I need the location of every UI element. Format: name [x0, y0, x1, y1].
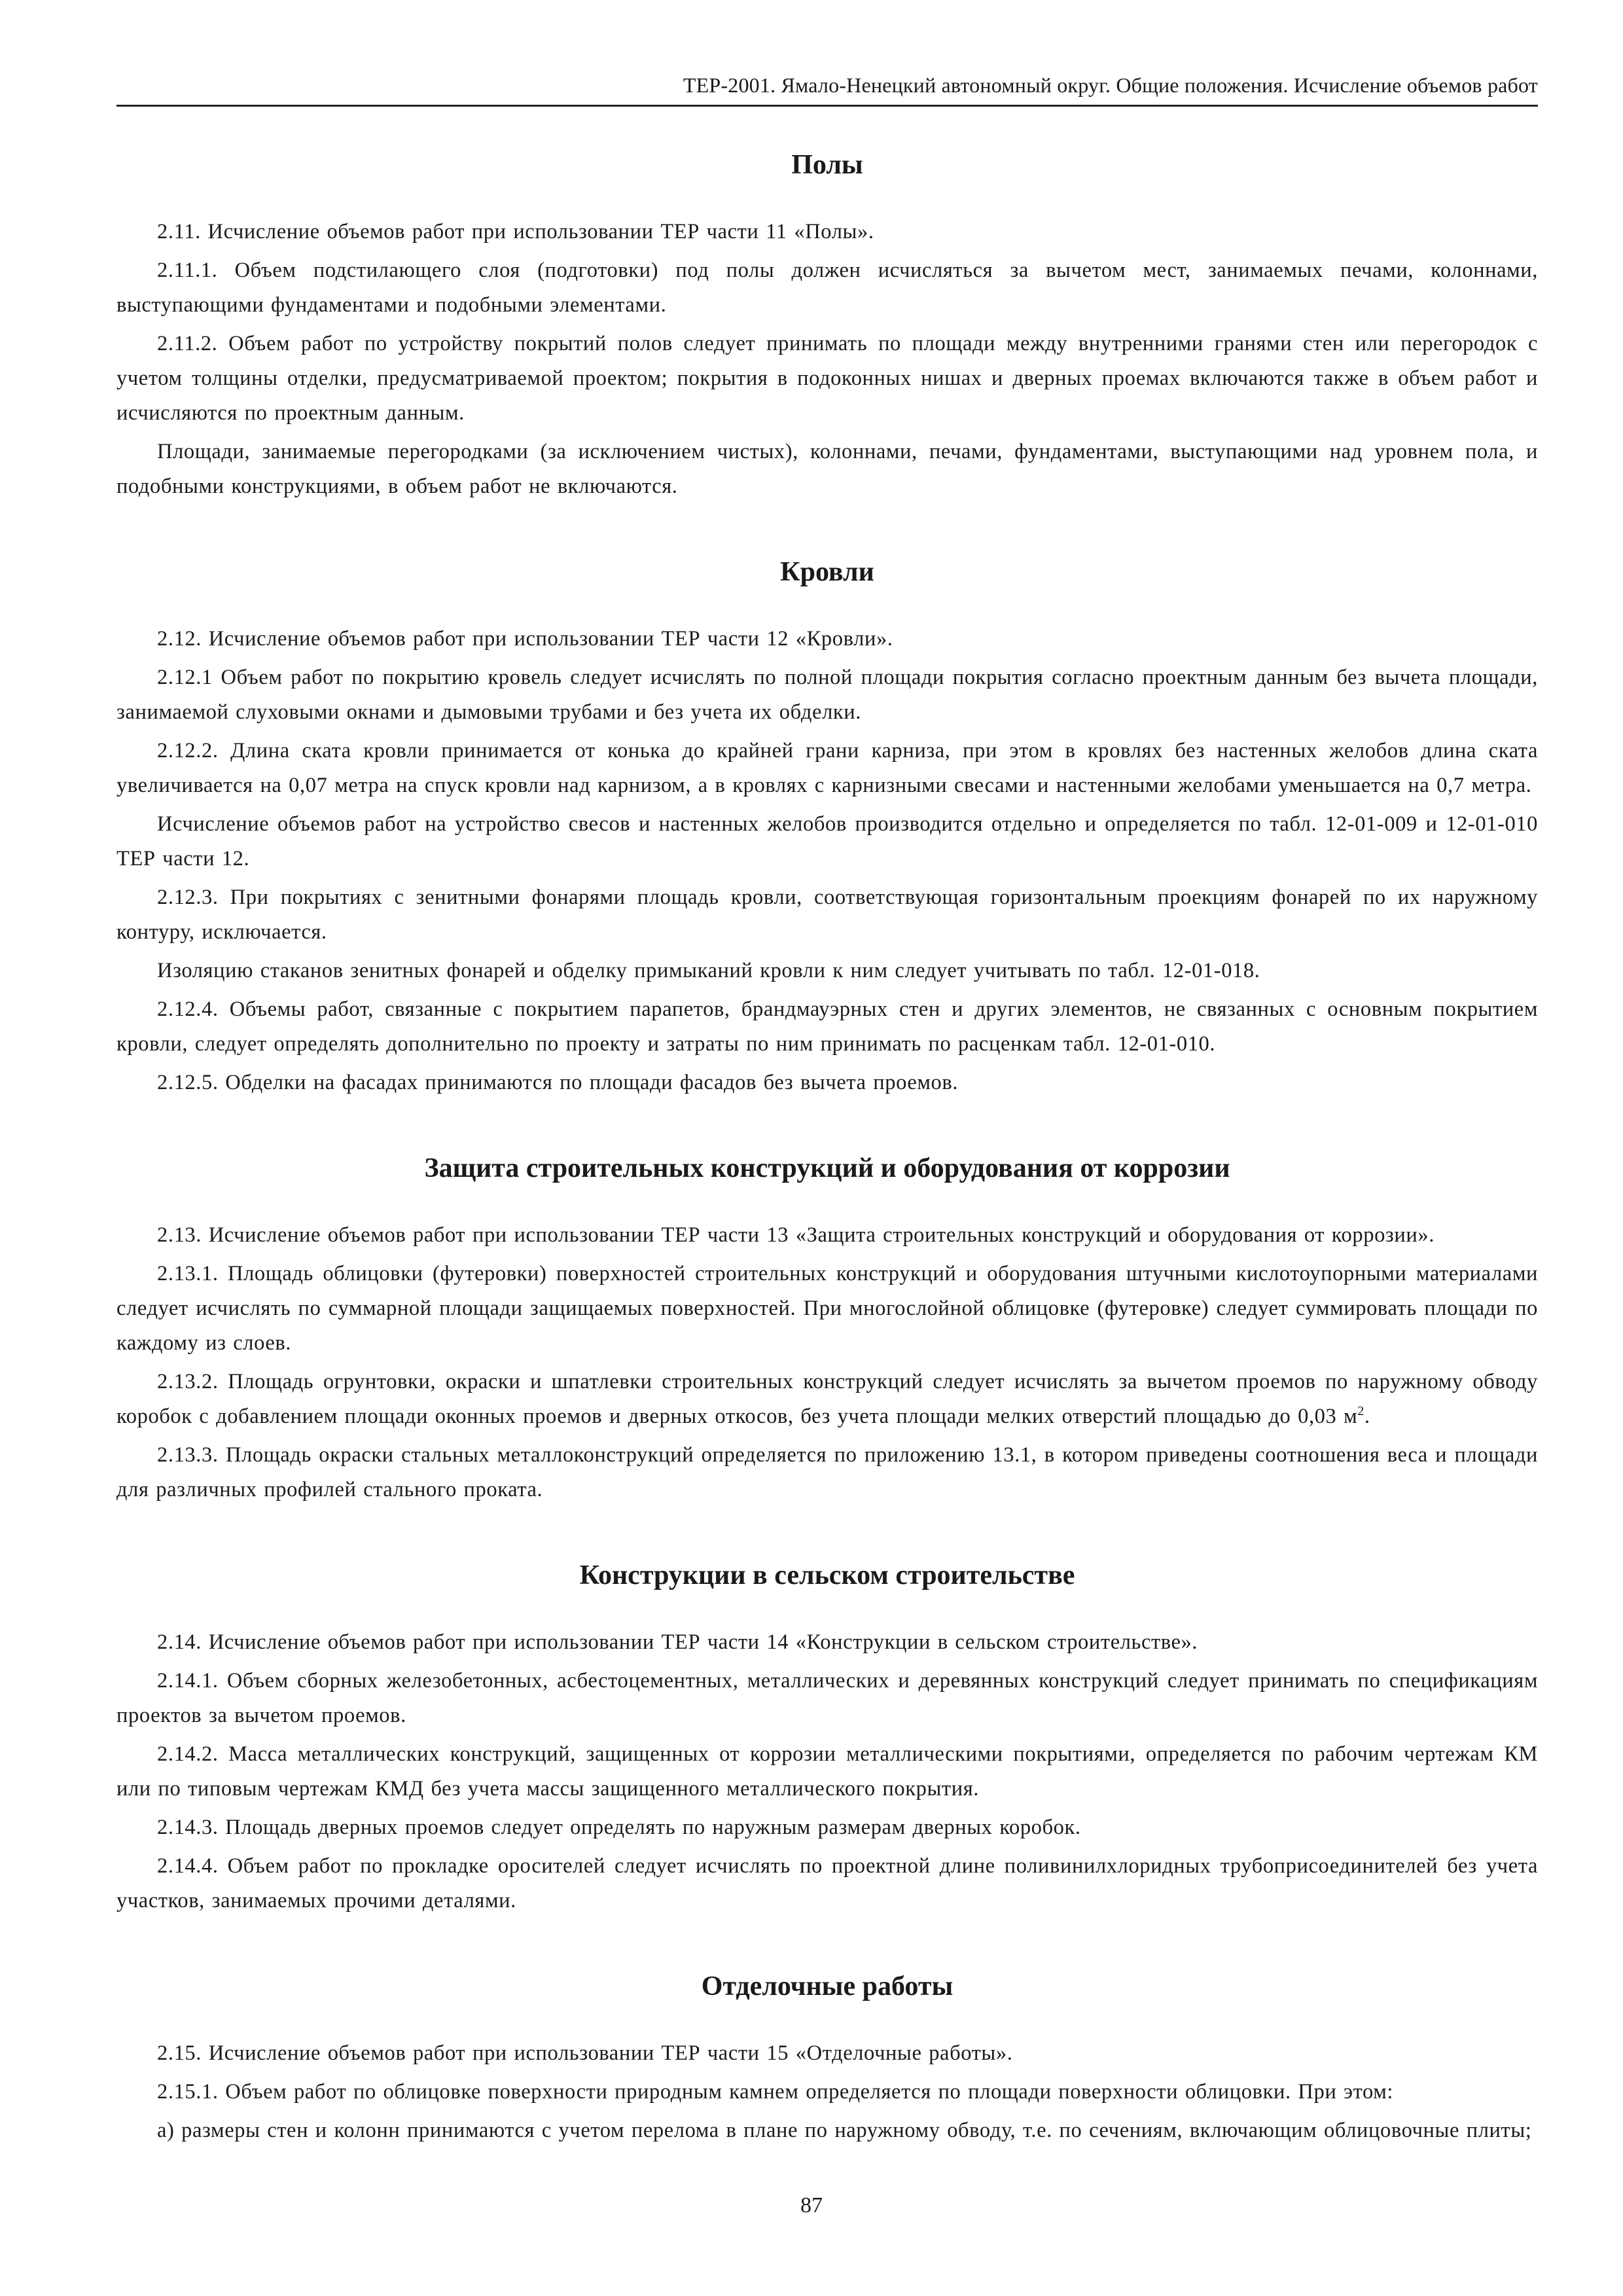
paragraph: 2.12.2. Длина ската кровли принимается от конька до крайней грани карниза, при этом в кровлях без настенных желобов длина ската увеличивается на 0,07 метра на спуск кровли над карнизом, а в кровлях с карнизными свесами и настенными желобами уменьшается на 0,7 метра. [116, 739, 1538, 797]
section-corrosion-protection [116, 1149, 1538, 1507]
paragraph: 2.14.3. Площадь дверных проемов следует определять по наружным размерам дверных коробок. [157, 1816, 1081, 1839]
section-title-corrosion-protection: Защита строительных конструкций и оборудования от коррозии [424, 1153, 1230, 1183]
section-floors [116, 145, 1538, 504]
paragraph: 2.15.1. Объем работ по облицовке поверхности природным камнем определяется по площади поверхности облицовки. При этом: [157, 2080, 1394, 2104]
section-title-roofs: Кровли [780, 557, 874, 587]
paragraph: 2.13. Исчисление объемов работ при использовании ТЕР части 13 «Защита строительных конструкций и оборудования от коррозии». [157, 1223, 1435, 1247]
page-content [116, 145, 1538, 2152]
section-roofs [116, 552, 1538, 1100]
paragraph: Изоляцию стаканов зенитных фонарей и обделку примыканий кровли к ним следует учитывать по табл. 12-01-018. [157, 959, 1260, 982]
paragraph-with-superscript [116, 1365, 1538, 1434]
section-rural-construction [116, 1556, 1538, 1918]
section-title-rural-construction: Конструкции в сельском строительстве [579, 1560, 1075, 1590]
paragraph: 2.14.2. Масса металлических конструкций, защищенных от коррозии металлическими покрытиями, определяется по рабочим чертежам КМ или по типовым чертежам КМД без учета массы защищенного металлического покрытия. [116, 1742, 1538, 1801]
paragraph: Исчисление объемов работ на устройство свесов и настенных желобов производится отдельно и определяется по табл. 12-01-009 и 12-01-010 ТЕР части 12. [116, 812, 1538, 870]
paragraph: 2.12.3. При покрытиях с зенитными фонарями площадь кровли, соответствующая горизонтальным проекциям фонарей по их наружному контуру, исключается. [116, 886, 1538, 944]
running-header: ТЕР-2001. Ямало-Ненецкий автономный округ. Общие положения. Исчисление объемов работ [683, 73, 1538, 97]
paragraph: 2.14.1. Объем сборных железобетонных, асбестоцементных, металлических и деревянных конструкций следует принимать по спецификациям проектов за вычетом проемов. [116, 1669, 1538, 1727]
section-title-floors: Полы [791, 150, 863, 180]
paragraph: 2.12.1 Объем работ по покрытию кровель следует исчислять по полной площади покрытия согласно проектным данным без вычета площади, занимаемой слуховыми окнами и дымовыми трубами и без учета их обделки. [116, 666, 1538, 724]
page-number: 87 [800, 2193, 823, 2217]
paragraph: 2.12.4. Объемы работ, связанные с покрытием парапетов, брандмауэрных стен и других элементов, не связанных с основным покрытием кровли, следует определять дополнительно по проекту и затраты по ним принимать по расценкам табл. 12-01-010. [116, 997, 1538, 1056]
paragraph: 2.12.5. Обделки на фасадах принимаются по площади фасадов без вычета проемов. [157, 1071, 959, 1094]
superscript-unit: 2 [1357, 1404, 1364, 1419]
paragraph: а) размеры стен и колонн принимаются с учетом перелома в плане по наружному обводу, т.е. по сечениям, включающим облицовочные плиты; [157, 2119, 1532, 2142]
paragraph: 2.11. Исчисление объемов работ при использовании ТЕР части 11 «Полы». [157, 220, 874, 243]
paragraph: 2.14. Исчисление объемов работ при использовании ТЕР части 14 «Конструкции в сельском строительстве». [157, 1630, 1198, 1654]
section-finishing-works [116, 1967, 1538, 2148]
section-title-finishing-works: Отделочные работы [701, 1971, 954, 2001]
paragraph-tail: . [1364, 1405, 1370, 1428]
paragraph: Площади, занимаемые перегородками (за исключением чистых), колоннами, печами, фундаментами, выступающими над уровнем пола, и подобными конструкциями, в объем работ не включаются. [116, 440, 1538, 498]
paragraph: 2.15. Исчисление объемов работ при использовании ТЕР части 15 «Отделочные работы». [157, 2041, 1013, 2065]
paragraph: 2.13.1. Площадь облицовки (футеровки) поверхностей строительных конструкций и оборудования штучными кислотоупорными материалами следует исчислять по суммарной площади защищаемых поверхностей. При многослойной облицовке (футеровке) следует суммировать площади по каждому из слоев. [116, 1262, 1538, 1355]
paragraph: 2.14.4. Объем работ по прокладке оросителей следует исчислять по проектной длине поливинилхлоридных трубоприсоединителей без учета участков, занимаемых прочими деталями. [116, 1854, 1538, 1912]
header-rule [116, 105, 1538, 107]
paragraph: 2.13.3. Площадь окраски стальных металлоконструкций определяется по приложению 13.1, в котором приведены соотношения веса и площади для различных профилей стального проката. [116, 1443, 1538, 1501]
paragraph-text: 2.13.2. Площадь огрунтовки, окраски и шпатлевки строительных конструкций следует исчислять за вычетом проемов по наружному обводу коробок с добавлением площади оконных проемов и дверных откосов, без учета площади мелких отверстий площадью до 0,03 м [116, 1370, 1538, 1428]
paragraph: 2.12. Исчисление объемов работ при использовании ТЕР части 12 «Кровли». [157, 627, 893, 651]
paragraph: 2.11.2. Объем работ по устройству покрытий полов следует принимать по площади между внутренними гранями стен или перегородок с учетом толщины отделки, предусматриваемой проектом; покрытия в подоконных нишах и дверных проемах включаются также в объем работ и исчисляются по проектным данным. [116, 332, 1538, 425]
paragraph: 2.11.1. Объем подстилающего слоя (подготовки) под полы должен исчисляться за вычетом мест, занимаемых печами, колоннами, выступающими фундаментами и подобными элементами. [116, 259, 1538, 317]
